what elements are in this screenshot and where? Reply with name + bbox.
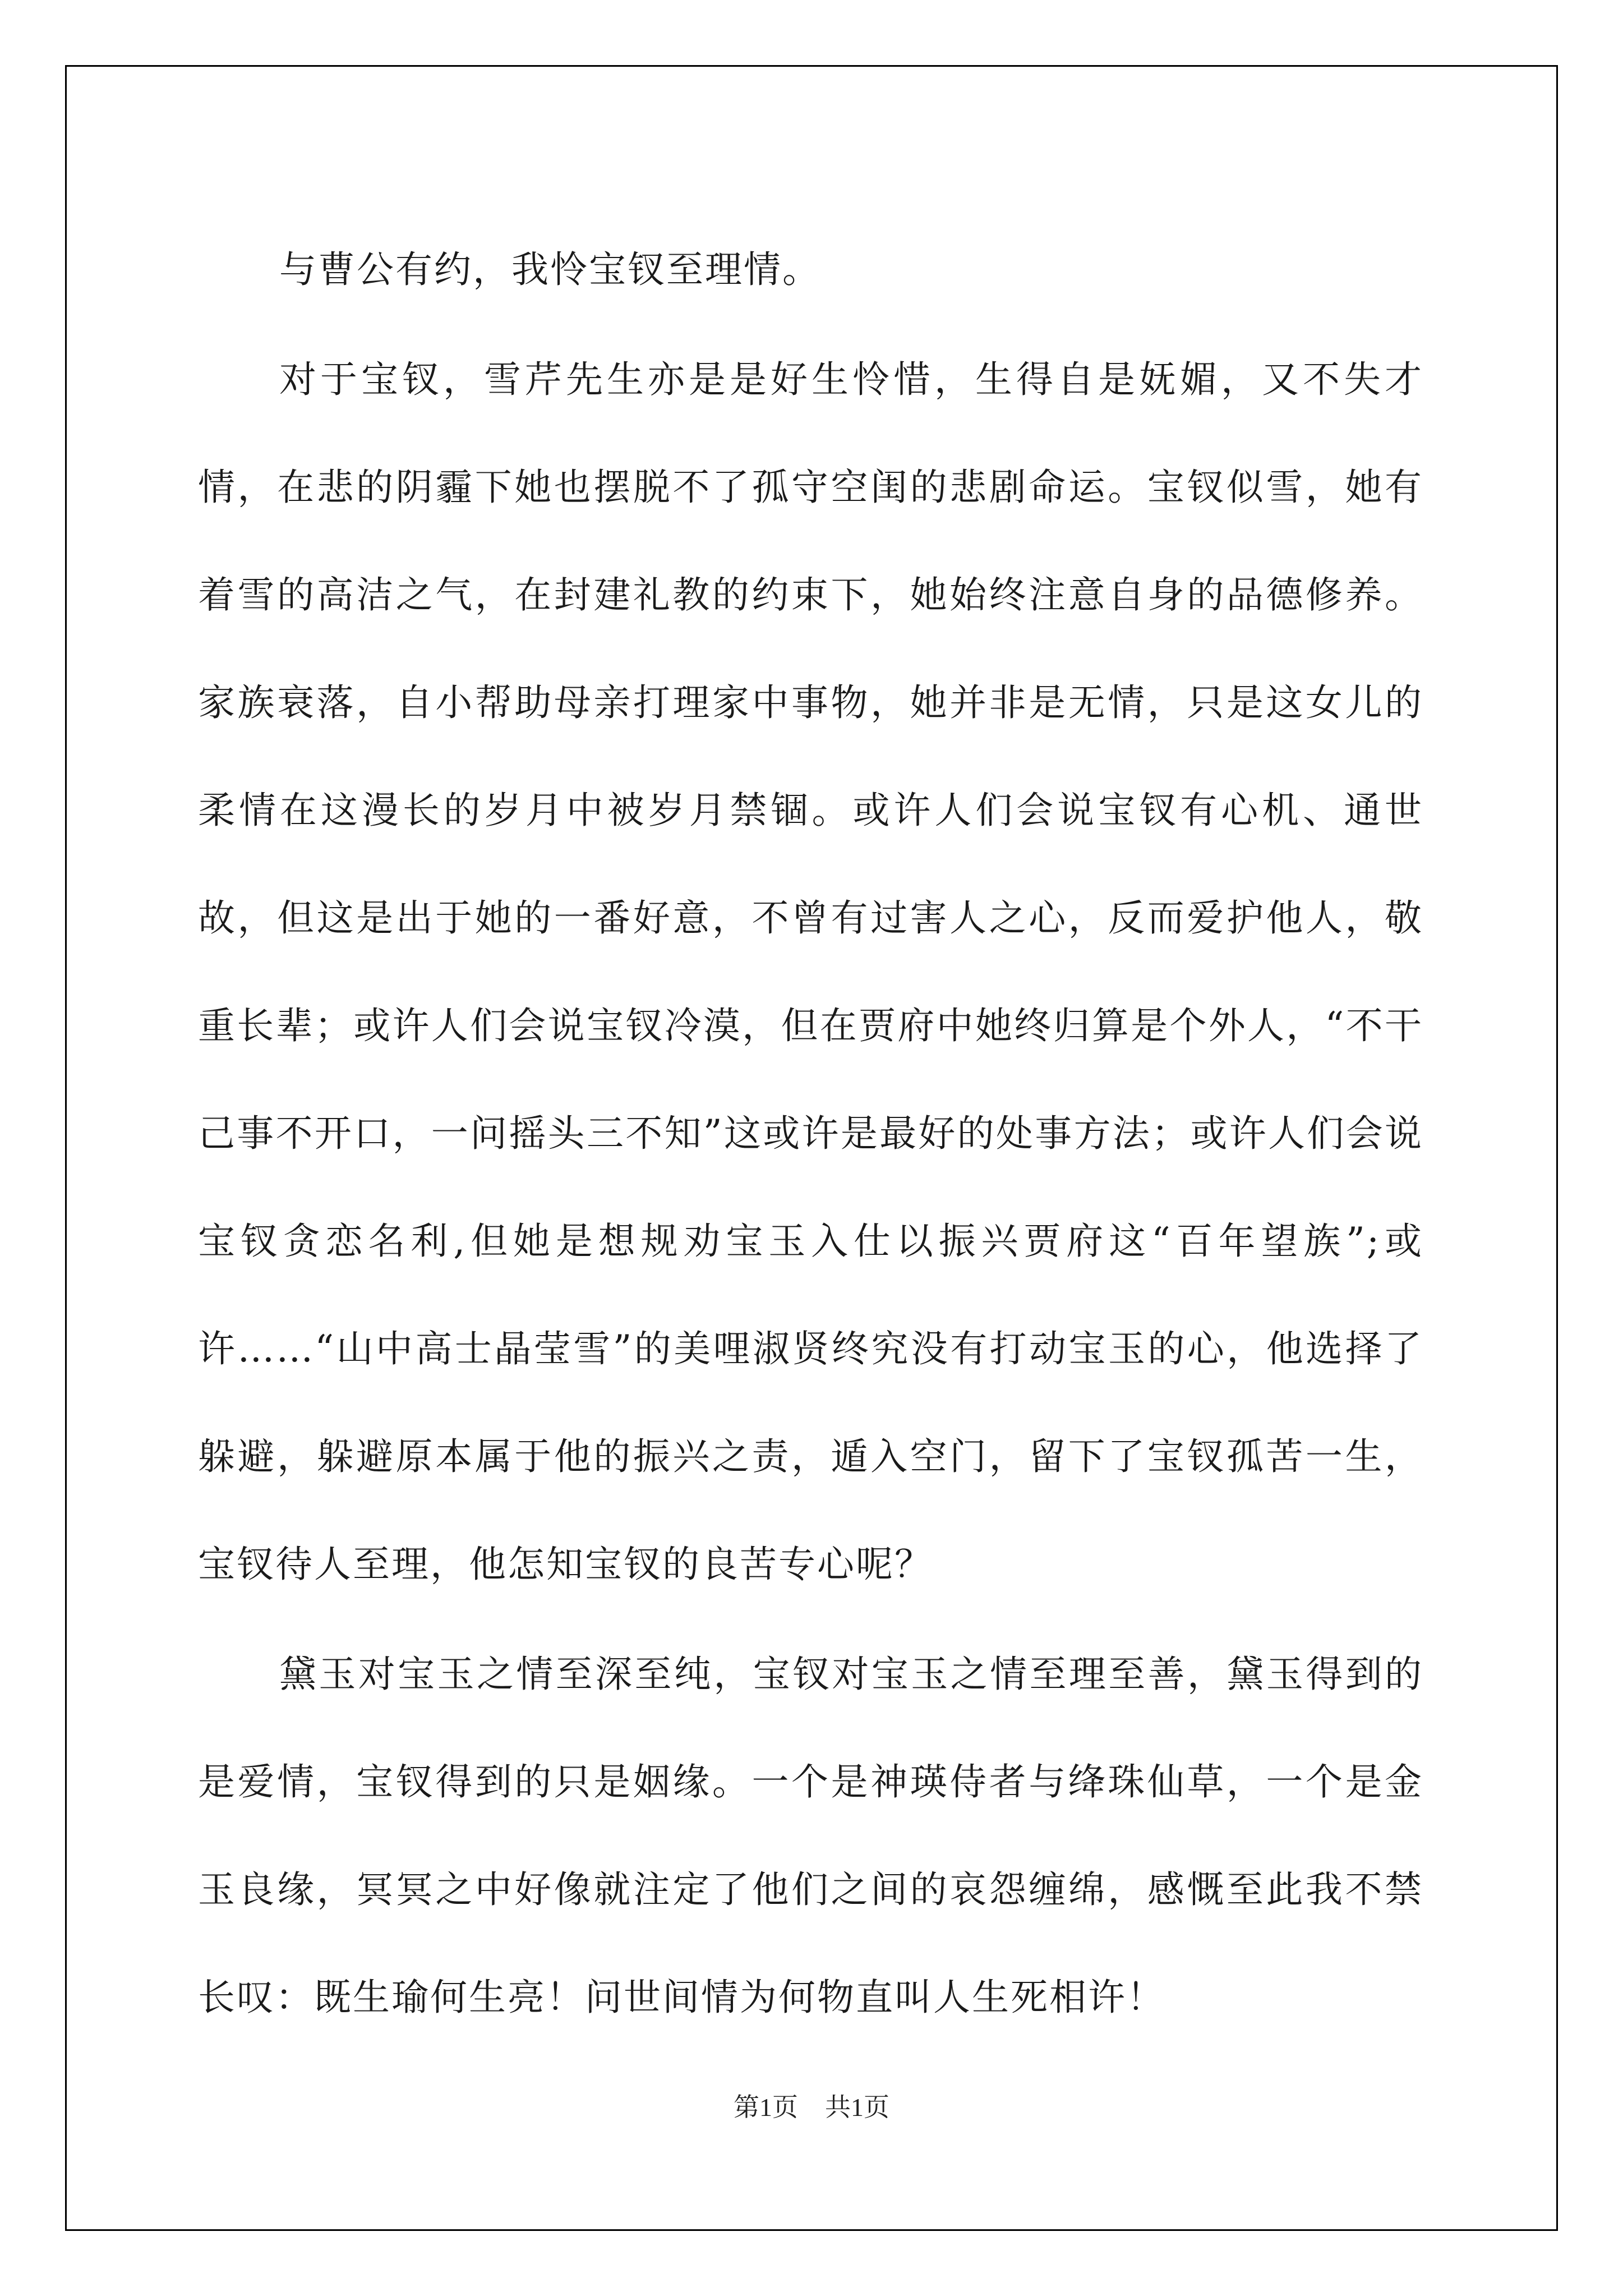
document-body — [198, 216, 1423, 2051]
paragraph-2: 对于宝钗，雪芹先生亦是是好生怜惜，生得自是妩媚，又不失才情，在悲的阴霾下她也摆脱不了孤守空闺的悲剧命运。宝钗似雪，她有着雪的高洁之气，在封建礼教的约束下，她始终注意自身的品德修养。家族衰落，自小帮助母亲打理家中事物，她并非是无情，只是这女儿的柔情在这漫长的岁月中被岁月禁锢。或许人们会说宝钗有心机、通世故，但这是出于她的一番好意，不曾有过害人之心，反而爱护他人，敬重长辈；或许人们会说宝钗冷漠，但在贾府中她终归算是个外人，“不干己事不开口，一问摇头三不知”这或许是最好的处事方法；或许人们会说宝钗贪恋名利,但她是想规劝宝玉入仕以振兴贾府这“百年望族”;或许……“山中高士晶莹雪”的美哩淑贤终究没有打动宝玉的心，他选择了躲避，躲避原本属于他的振兴之责，遁入空门，留下了宝钗孤苦一生，宝钗待人至理，他怎知宝钗的良苦专心呢？ — [198, 358, 1423, 1586]
paragraph-3: 黛玉对宝玉之情至深至纯，宝钗对宝玉之情至理至善，黛玉得到的是爱情，宝钗得到的只是姻缘。一个是神瑛侍者与绛珠仙草，一个是金玉良缘，冥冥之中好像就注定了他们之间的哀怨缠绵，感慨至此我不禁长叹：既生瑜何生亮！问世间情为何物直叫人生死相许！ — [198, 1653, 1423, 2019]
page-footer — [0, 2087, 1623, 2124]
page-number: 第1页 — [734, 2093, 798, 2122]
paragraph-1: 与曹公有约，我怜宝钗至理情。 — [279, 248, 821, 291]
page-total: 共1页 — [825, 2093, 889, 2122]
